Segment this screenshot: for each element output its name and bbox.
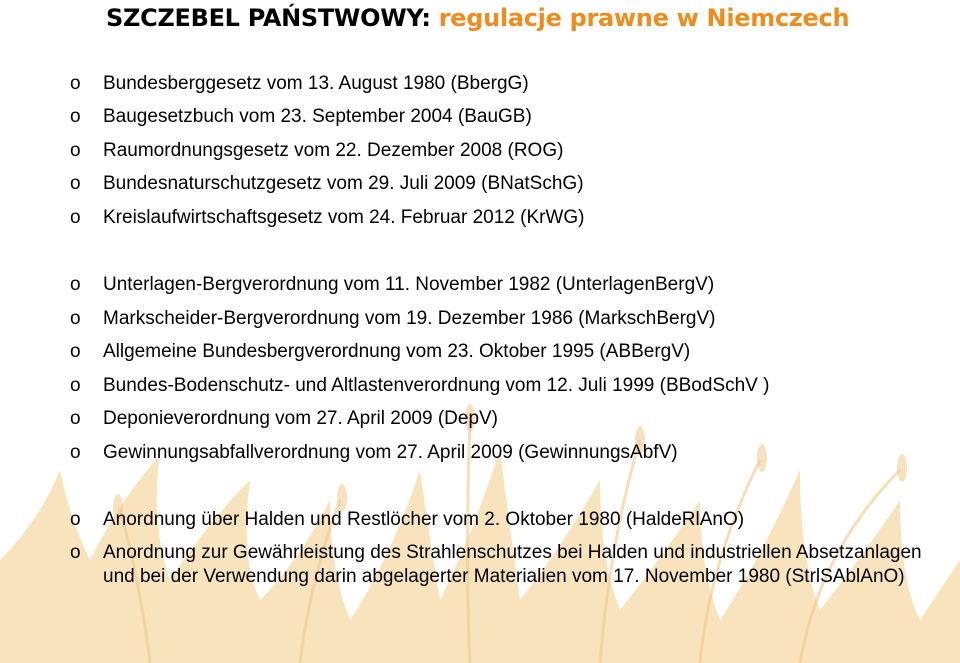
slide-title (106, 0, 849, 36)
bullet-icon: o (70, 509, 81, 530)
bullet-icon: o (70, 375, 81, 396)
bullet-icon: o (70, 442, 81, 463)
list-item-text: Deponieverordnung vom 27. April 2009 (DepV) (103, 408, 499, 429)
bullet-icon: o (70, 274, 81, 295)
slide-title-main: SZCZEBEL PAŃSTWOWY: (106, 4, 439, 32)
list-item-text: Bundes-Bodenschutz- und Altlastenverordnung vom 12. Juli 1999 (BBodSchV ) (103, 375, 770, 396)
list-item-text: Markscheider-Bergverordnung vom 19. Dezember 1986 (MarkschBergV) (103, 308, 716, 329)
bullet-icon: o (70, 207, 81, 228)
list-item-text: Gewinnungsabfallverordnung vom 27. April 2009 (GewinnungsAbfV) (103, 442, 678, 463)
bullet-icon: o (70, 408, 81, 429)
bullet-icon: o (70, 173, 81, 194)
bullet-icon: o (70, 140, 81, 161)
bullet-icon: o (70, 106, 81, 127)
list-item-text: Bundesnaturschutzgesetz vom 29. Juli 2009 (BNatSchG) (103, 173, 584, 194)
bullet-icon: o (70, 341, 81, 362)
list-item-text: Raumordnungsgesetz vom 22. Dezember 2008 (ROG) (103, 140, 564, 161)
list-item-text: Kreislaufwirtschaftsgesetz vom 24. Februar 2012 (KrWG) (103, 207, 585, 228)
bullet-icon: o (70, 308, 81, 329)
slide-title-subtitle: regulacje prawne w Niemczech (438, 4, 850, 32)
list-item-text: Anordnung über Halden und Restlöcher vom 2. Oktober 1980 (HaldeRlAnO) (103, 509, 745, 530)
list-item-text: Bundesberggesetz vom 13. August 1980 (BbergG) (103, 73, 529, 94)
bullet-icon: o (70, 542, 81, 563)
list-item-text: Anordnung zur Gewährleistung des Strahlenschutzes bei Halden und industriellen Absetzanlagen und bei der Verwendung darin abgelagerter Materialien vom 17. November 1980 (StrlSAblAnO) (103, 542, 922, 587)
list-item-text: Allgemeine Bundesbergverordnung vom 23. Oktober 1995 (ABBergV) (103, 341, 691, 362)
list-item-text: Unterlagen-Bergverordnung vom 11. November 1982 (UnterlagenBergV) (103, 274, 715, 295)
list-item-text: Baugesetzbuch vom 23. September 2004 (BauGB) (103, 106, 532, 127)
bullet-icon: o (70, 73, 81, 94)
